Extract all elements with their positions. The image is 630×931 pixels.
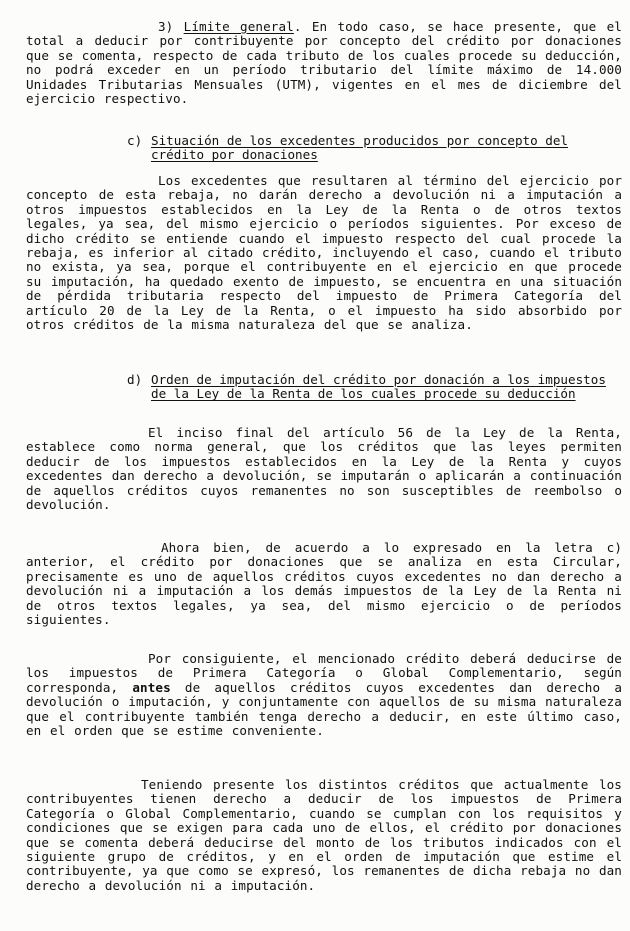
section-c-label: c)	[127, 133, 143, 148]
section-c-paragraph: Los excedentes que resultaren al término del ejercicio por concepto de esta rebaja, no darán derecho a devolución ni a imputación a otros impuestos establecidos en la Ley de la Renta o de otros textos legales, ya sea, del mismo ejercicio o períodos siguientes. Por exceso de dicho crédito se entiende cuando el impuesto respecto del cual procede la rebaja, es inferior al citado crédito, incluyendo el caso, cuando el tributo no exista, ya sea, porque el contribuyente en el ejercicio en que procede su imputación, ha quedado exento de impuesto, se encuentra en una situación de pérdida tributaria respecto del impuesto de Primera Categoría del artículo 20 de la Ley de la Renta, o el impuesto ha sido absorbido por otros créditos de la misma naturaleza del que se analiza.	[26, 173, 622, 333]
limite-title: Límite general	[183, 19, 294, 34]
section-d-label: d)	[127, 372, 143, 387]
p3-after: de aquellos créditos cuyos excedentes dan derecho a devolución o imputación, y conjuntamente con aquellos de su misma naturaleza que el contribuyente también tenga derecho a deducir, en este último caso, en el orden que se estime conveniente.	[26, 679, 622, 739]
section-d-paragraph-1: El inciso final del artículo 56 de la Ley de la Renta, establece como norma general, que los créditos que las leyes permiten deducir de los impuestos establecidos en la Ley de la Renta y cuyos excedentes dan derecho a devolución, se imputarán o aplicarán a continuación de aquellos créditos cuyos remanentes no son susceptibles de reembolso o devolución.	[26, 425, 622, 513]
section-c-title: Situación de los excedentes producidos por concepto del crédito por donaciones	[151, 133, 569, 163]
section-d-title: Orden de imputación del crédito por donación a los impuestos de la Ley de la Renta de los cuales procede su deducción	[151, 372, 606, 402]
section-d-paragraph-2: Ahora bien, de acuerdo a lo expresado en la letra c) anterior, el crédito por donaciones que se analiza en esta Circular, precisamente es uno de aquellos créditos cuyos excedentes no dan derecho a devolución ni a imputación a los demás impuestos de la Ley de la Renta ni de otros textos legales, ya sea, del mismo ejercicio o de períodos siguientes.	[26, 540, 622, 628]
section-c-heading	[127, 134, 624, 163]
section-d-paragraph-3	[26, 652, 622, 738]
p3-bold: antes	[132, 679, 171, 695]
limite-label: 3)	[158, 19, 174, 34]
section-d-heading	[127, 373, 624, 402]
p3-before: Por consiguiente, el mencionado crédito deberá deducirse de los impuestos de Primera Categoría o Global Complementario, según corresponda,	[26, 651, 622, 695]
limite-general-paragraph	[26, 20, 622, 106]
section-d-paragraph-4: Teniendo presente los distintos créditos que actualmente los contribuyentes tienen derecho a deducir de los impuestos de Primera Categoría o Global Complementario, cuando se cumplan con los requisitos y condiciones que se exigen para cada uno de ellos, el crédito por donaciones que se comenta deberá deducirse del monto de los tributos indicados con el siguiente grupo de créditos, y en el orden de imputación que estime el contribuyente, ya que como se expresó, los remanentes de dicha rebaja no dan derecho a devolución ni a imputación.	[26, 777, 622, 893]
limite-text: . En todo caso, se hace presente, que el total a deducir por contribuyente por concepto del crédito por donaciones que se comenta, respecto de cada tributo de los cuales procede su deducción, no podrá exceder en un período tributario del límite máximo de 14.000 Unidades Tributarias Mensuales (UTM), vigentes en el mes de diciembre del ejercicio respectivo.	[26, 19, 622, 107]
